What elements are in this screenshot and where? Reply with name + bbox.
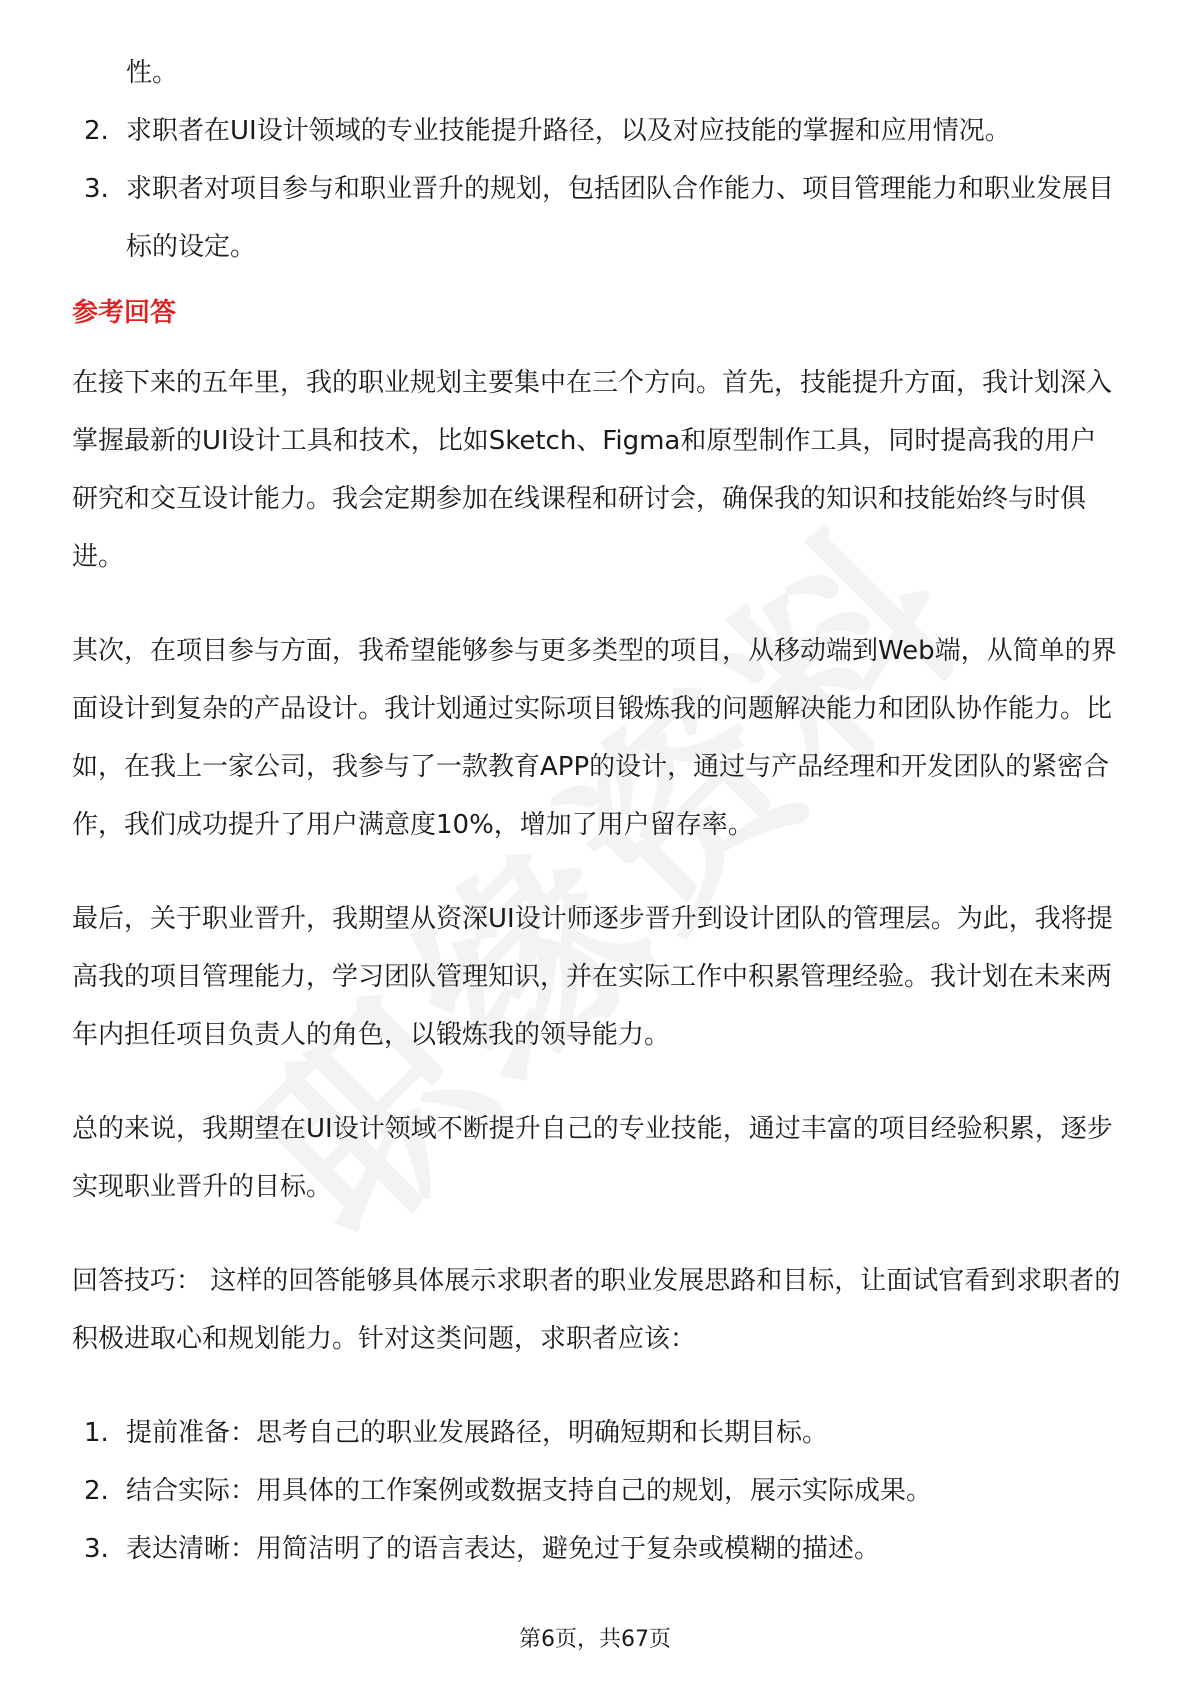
answer-paragraph: 在接下来的五年里，我的职业规划主要集中在三个方向。首先，技能提升方面，我计划深入掌握最新的UI设计工具和技术，比如Sketch、Figma和原型制作工具，同时提高我的用户研究和交互设计能力。我会定期参加在线课程和研讨会，确保我的知识和技能始终与时俱进。 <box>72 368 1113 572</box>
answer-paragraph: 其次，在项目参与方面，我希望能够参与更多类型的项目，从移动端到Web端，从简单的界面设计到复杂的产品设计。我计划通过实际项目锻炼我的问题解决能力和团队协作能力。比如，在我上一家公司，我参与了一款教育APP的设计，通过与产品经理和开发团队的紧密合作，我们成功提升了用户满意度10%，增加了用户留存率。 <box>72 636 1117 840</box>
list-item <box>72 1462 1122 1520</box>
list-item <box>72 1520 1122 1578</box>
answer-paragraph: 总的来说，我期望在UI设计领域不断提升自己的专业技能，通过丰富的项目经验积累，逐步实现职业晋升的目标。 <box>72 1114 1113 1202</box>
list-number: 3. <box>84 174 109 204</box>
answer-paragraph: 最后，关于职业晋升，我期望从资深UI设计师逐步晋升到设计团队的管理层。为此，我将提高我的项目管理能力，学习团队管理知识，并在实际工作中积累管理经验。我计划在未来两年内担任项目负责人的角色，以锻炼我的领导能力。 <box>72 904 1113 1050</box>
list-item-text: 求职者对项目参与和职业晋升的规划，包括团队合作能力、项目管理能力和职业发展目标的设定。 <box>126 174 1115 262</box>
list-item-text: 求职者在UI设计领域的专业技能提升路径，以及对应技能的掌握和应用情况。 <box>126 116 1011 146</box>
tips-intro-paragraph: 回答技巧： 这样的回答能够具体展示求职者的职业发展思路和目标，让面试官看到求职者的积极进取心和规划能力。针对这类问题，求职者应该： <box>72 1266 1121 1354</box>
list-number: 1. <box>84 1418 109 1448</box>
page-content <box>72 44 1122 1578</box>
continued-text: 性。 <box>126 58 179 88</box>
list-item-text: 表达清晰：用简洁明了的语言表达，避免过于复杂或模糊的描述。 <box>126 1534 881 1564</box>
page-number-footer: 第6页，共67页 <box>519 1627 671 1652</box>
list-number: 3. <box>84 1534 109 1564</box>
list-item <box>72 1404 1122 1462</box>
list-number: 2. <box>84 1476 109 1506</box>
tips-list <box>72 1404 1122 1578</box>
section-heading: 参考回答 <box>72 298 177 328</box>
list-item <box>72 160 1122 276</box>
list-item-text: 结合实际：用具体的工作案例或数据支持自己的规划，展示实际成果。 <box>126 1476 933 1506</box>
list-number: 2. <box>84 116 109 146</box>
list-item <box>72 102 1122 160</box>
list-item-text: 提前准备：思考自己的职业发展路径，明确短期和长期目标。 <box>126 1418 829 1448</box>
question-points-list <box>72 102 1122 276</box>
